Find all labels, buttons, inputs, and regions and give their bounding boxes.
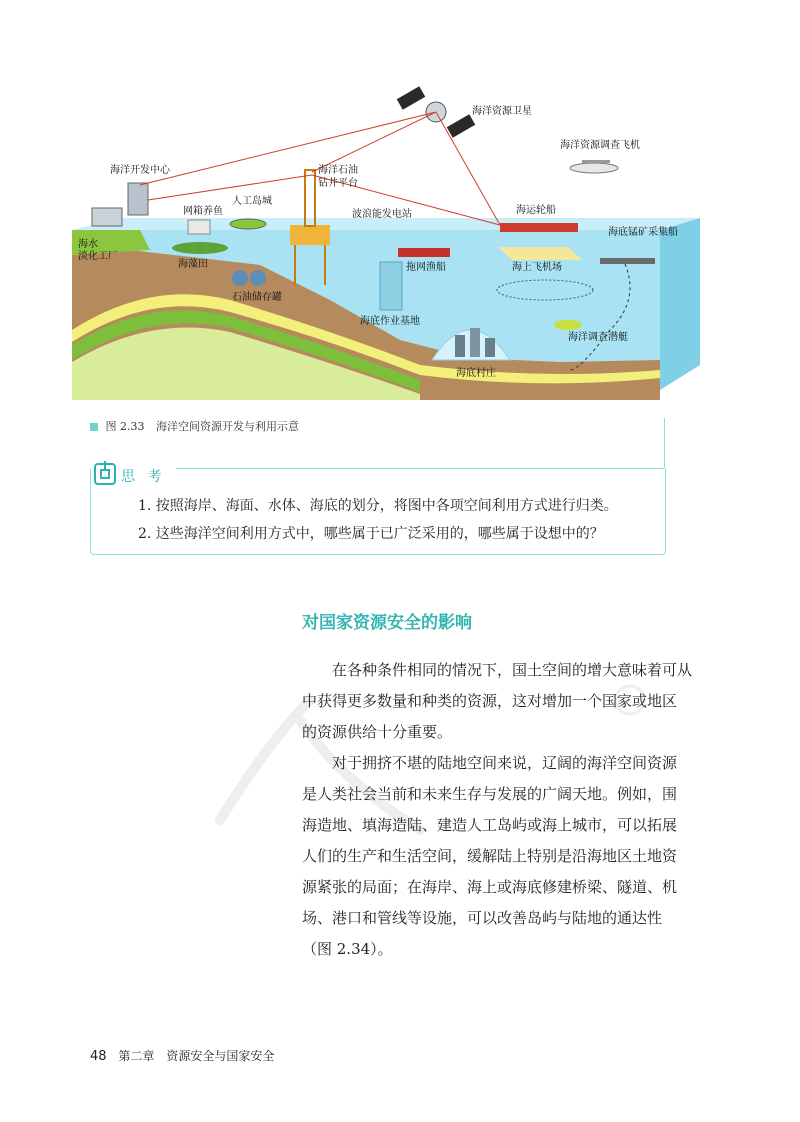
label-dev-center: 海洋开发中心	[110, 165, 170, 176]
paragraph-line: 海造地、填海造陆、建造人工岛屿或海上城市，可以拓展	[302, 816, 678, 834]
figure-caption	[90, 418, 299, 434]
seaweed-field	[172, 242, 228, 254]
label-submarine: 海洋调查潜艇	[568, 332, 628, 343]
figure-title: 海洋空间资源开发与利用示意	[156, 420, 299, 433]
paragraph-2	[302, 748, 702, 965]
paragraph-line: 的资源供给十分重要。	[302, 723, 453, 741]
link-line	[148, 175, 312, 200]
oil-derrick	[305, 170, 315, 226]
think-box-line	[664, 418, 665, 468]
label-cargo-ship: 海运轮船	[516, 205, 556, 216]
page-footer	[90, 1047, 274, 1064]
label-seaweed: 海藻田	[178, 259, 208, 270]
label-wave-power: 波浪能发电站	[352, 209, 412, 220]
chapter-title: 第二章 资源安全与国家安全	[118, 1049, 275, 1063]
trawler-ship	[398, 248, 450, 257]
submarine	[554, 320, 582, 330]
link-line	[140, 112, 436, 185]
plane	[570, 160, 618, 173]
paragraph-line: 中获得更多数量和种类的资源，这对增加一个国家或地区	[302, 692, 678, 710]
label-trawler: 拖网渔船	[406, 262, 446, 273]
label-seabed-village: 海底村庄	[456, 368, 496, 379]
sea-side	[660, 218, 700, 390]
paragraph-line: 场、港口和管线等设施，可以改善岛屿与陆地的通达性	[302, 909, 663, 927]
page-number: 48	[90, 1049, 107, 1064]
label-desal-1: 海水	[78, 239, 98, 250]
label-oil-platform-1: 海洋石油	[318, 165, 358, 176]
label-oil-tank: 石油储存罐	[232, 292, 282, 303]
village-building	[470, 328, 480, 357]
village-building	[485, 338, 495, 357]
paragraph-line: 人们的生产和生活空间，缓解陆上特别是沿海地区土地资	[302, 847, 678, 865]
cage-fish-house	[188, 220, 210, 234]
cargo-ship	[500, 223, 578, 232]
paragraph-line: （图 2.34）。	[302, 940, 393, 958]
label-cage-fish: 网箱养鱼	[183, 206, 223, 217]
think-icon	[92, 461, 118, 487]
figure-number: 图 2.33	[105, 420, 145, 433]
oil-tank	[250, 270, 266, 286]
link-line	[436, 112, 500, 225]
oil-platform	[290, 225, 330, 245]
caption-square-icon	[90, 423, 98, 431]
paragraph-1	[302, 655, 702, 748]
paragraph-line: 在各种条件相同的情况下，国土空间的增大意味着可从	[302, 661, 693, 679]
village-building	[455, 335, 465, 357]
seabed-base	[380, 262, 402, 310]
label-seabed-base: 海底作业基地	[360, 316, 420, 327]
mining-ship	[600, 258, 655, 264]
think-title: 思 考	[121, 469, 166, 485]
question-2: 2. 这些海洋空间利用方式中，哪些属于已广泛采用的，哪些属于设想中的？	[138, 526, 604, 542]
dev-center-building	[128, 183, 148, 215]
label-artificial-island: 人工岛城	[232, 196, 272, 207]
desal-plant	[92, 208, 122, 226]
section-title: 对国家资源安全的影响	[302, 613, 472, 633]
label-satellite: 海洋资源卫星	[472, 106, 532, 117]
paragraph-line: 是人类社会当前和未来生存与发展的广阔天地。例如，围	[302, 785, 678, 803]
artificial-island	[230, 219, 266, 229]
label-airport: 海上飞机场	[512, 262, 562, 273]
airport-platform	[498, 247, 582, 260]
link-line	[312, 112, 436, 172]
paragraph-line: 源紧张的局面；在海岸、海上或海底修建桥梁、隧道、机	[302, 878, 678, 896]
label-mining-ship: 海底锰矿采集船	[608, 227, 678, 238]
paragraph-line: 对于拥挤不堪的陆地空间来说，辽阔的海洋空间资源	[302, 754, 678, 772]
label-desal-2: 淡化工厂	[78, 251, 118, 262]
question-1: 1. 按照海岸、海面、水体、海底的划分，将图中各项空间利用方式进行归类。	[138, 498, 618, 514]
label-oil-platform-2: 钻井平台	[318, 178, 358, 189]
label-plane: 海洋资源调查飞机	[560, 140, 640, 151]
oil-tank	[232, 270, 248, 286]
